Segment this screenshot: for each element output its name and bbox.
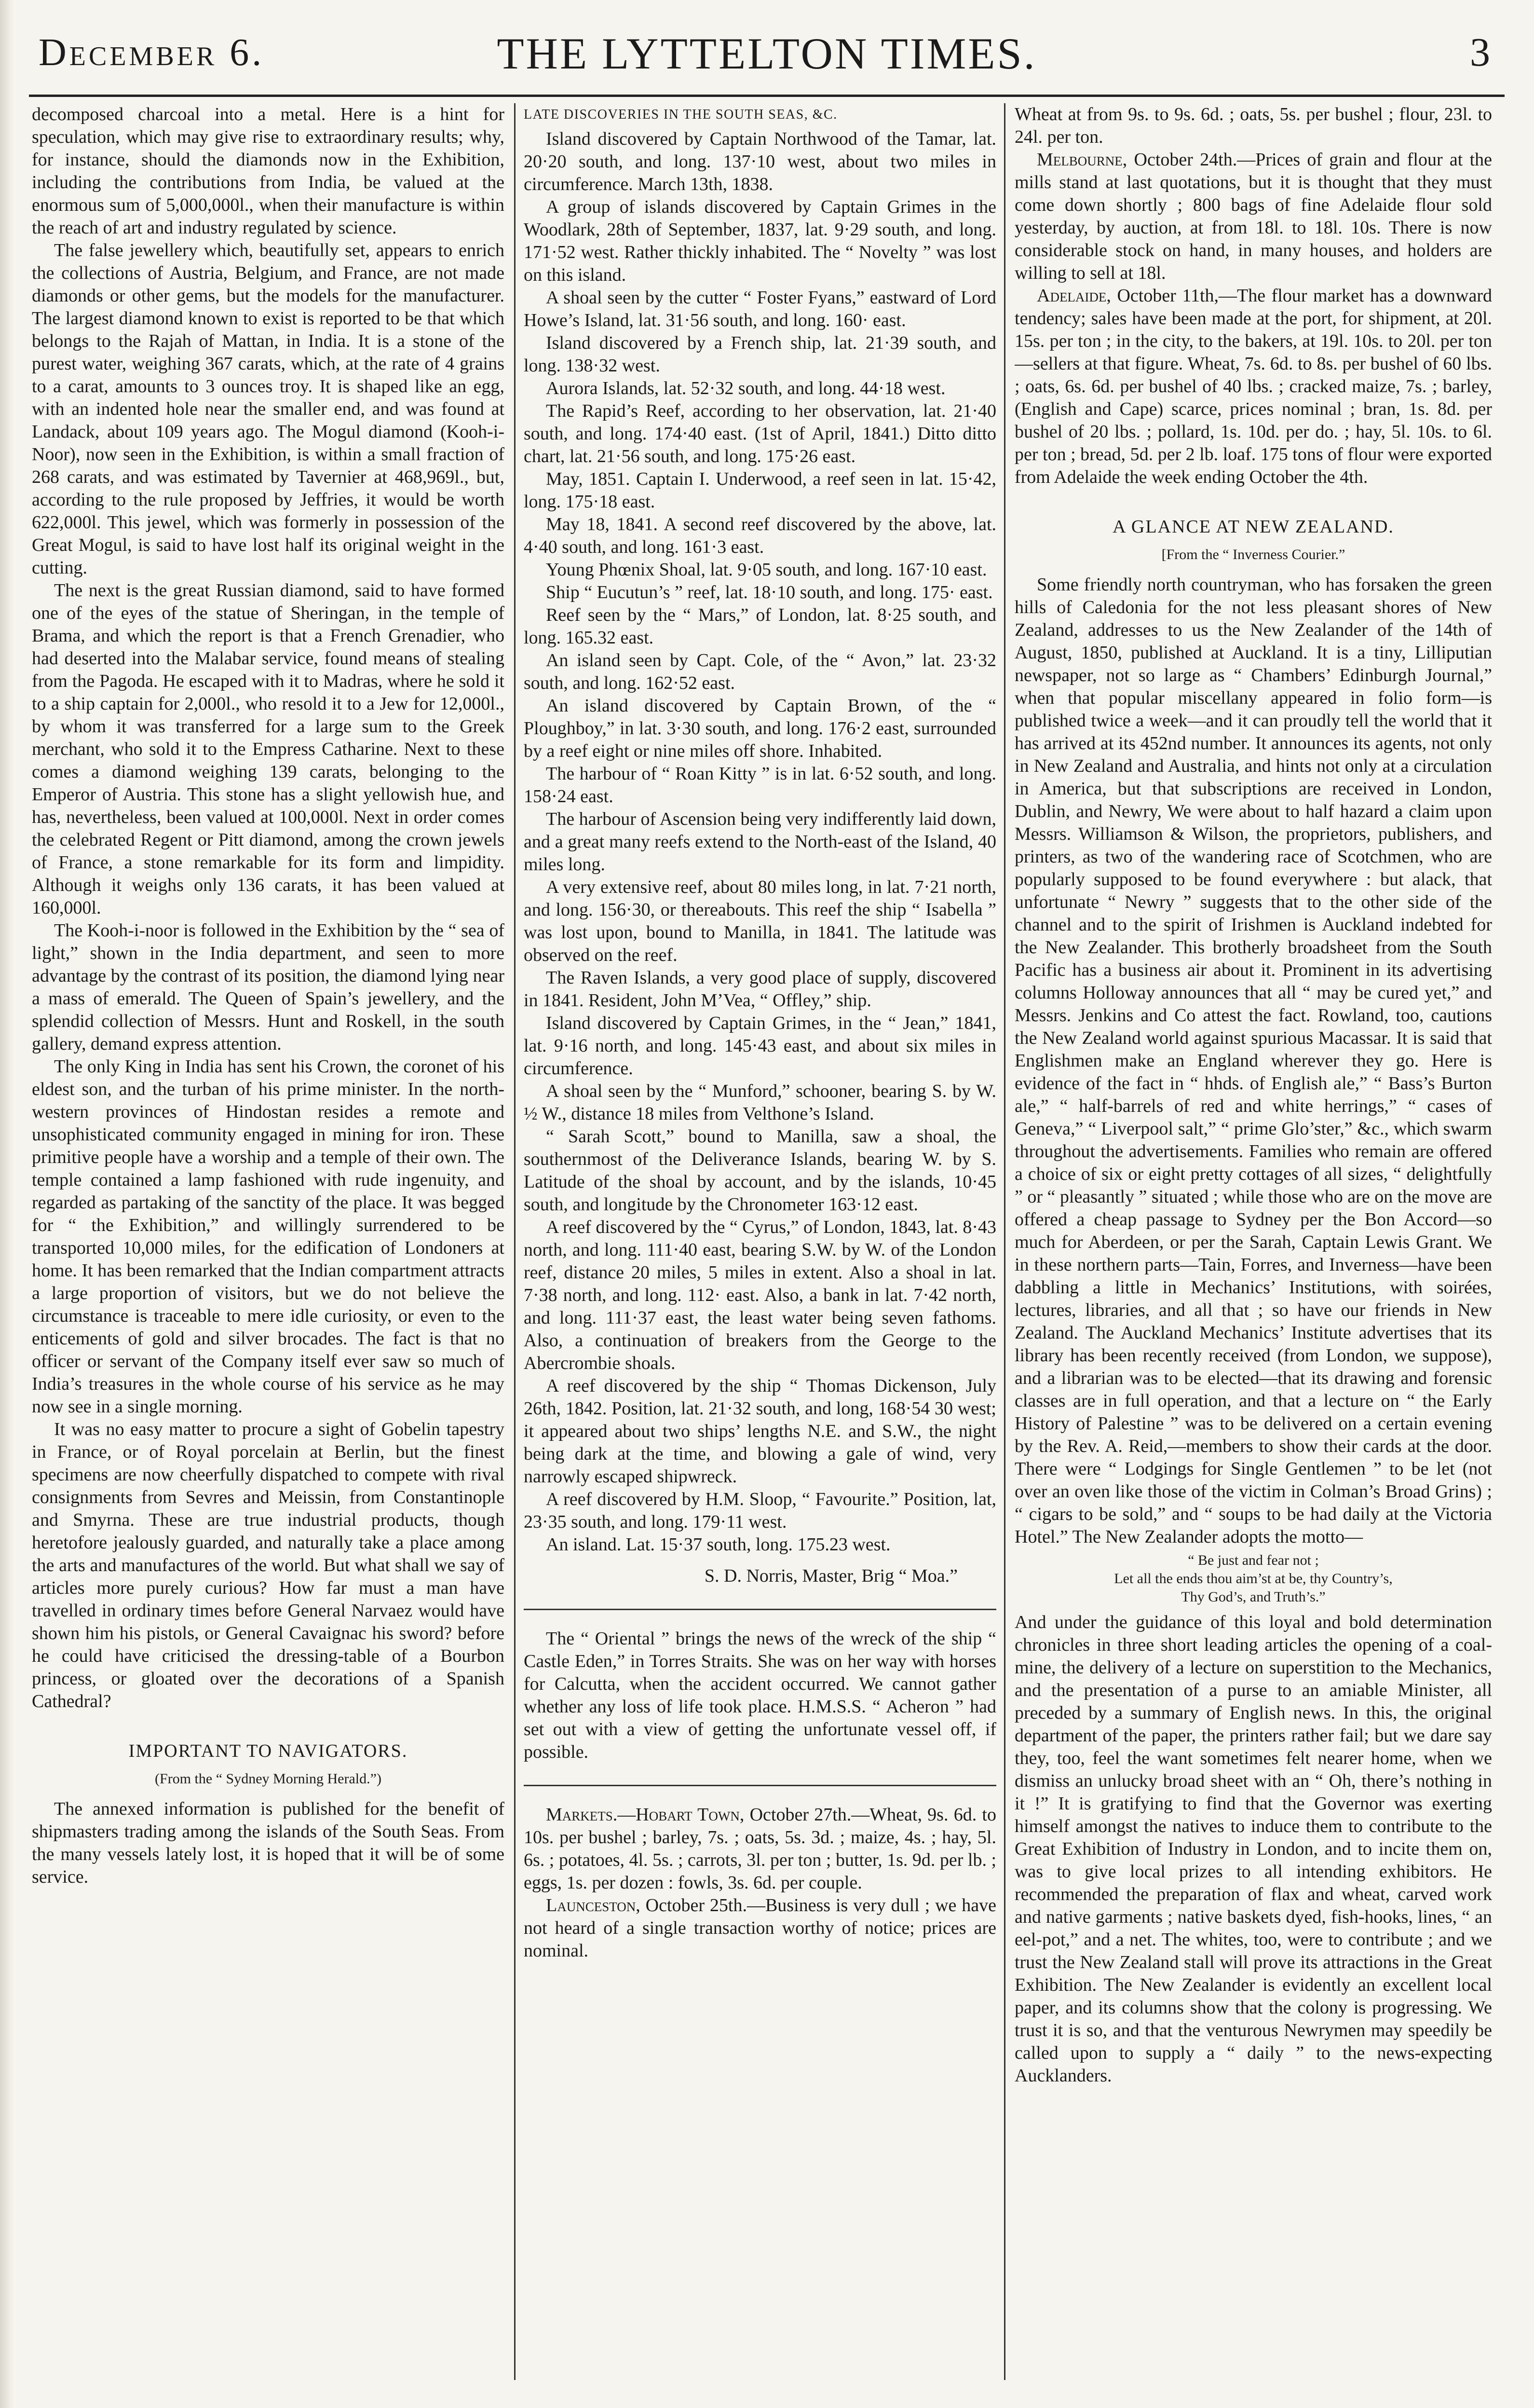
- list-item: May, 1851. Captain I. Underwood, a reef seen in lat. 15·42, long. 175·18 east.: [524, 469, 996, 512]
- list-item: A reef discovered by H.M. Sloop, “ Favourite.” Position, lat, 23·35 south, and long. 179·11 west.: [524, 1489, 996, 1532]
- masthead-rule: [29, 95, 1505, 97]
- list-item: An island discovered by Captain Brown, of the “ Ploughboy,” in lat. 3·30 south, and long. 176·2 east, surrounded by a reef eight or nine miles off shore. Inhabited.: [524, 696, 996, 761]
- list-item: Island discovered by a French ship, lat. 21·39 south, and long. 138·32 west.: [524, 333, 996, 376]
- article-paragraph: The Kooh-i-noor is followed in the Exhibition by the “ sea of light,” shown in the India department, and seen to more advantage by the contrast of its position, the diamond lying near a mass of emerald. The Queen of Spain’s jewellery, and the splendid collection of Messrs. Hunt and Roskell, in the south gallery, demand express attention.: [32, 920, 504, 1054]
- masthead: [29, 24, 1505, 82]
- adelaide-lead: Adelaide,: [1037, 286, 1111, 306]
- column-divider: [514, 103, 516, 2380]
- melbourne-text: October 24th.—Prices of grain and flour at the mills stand at last quotations, but it is thought that they must come down shortly ; 800 bags of fine Adelaide flour sold yesterday, by auction, at from 18l. to 18l. 10s. There is now considerable stock on hand, in many houses, and holders are willing to sell at 18l.: [1015, 150, 1492, 283]
- column-divider: [1004, 103, 1005, 2380]
- list-item: Island discovered by Captain Northwood of the Tamar, lat. 20·20 south, and long. 137·10 west, about two miles in circumference. March 13th, 1838.: [524, 129, 996, 194]
- page-number: 3: [1470, 30, 1490, 75]
- section-heading: A GLANCE AT NEW ZEALAND.: [1113, 517, 1394, 537]
- running-head: LATE DISCOVERIES IN THE SOUTH SEAS, &C.: [524, 107, 838, 122]
- markets-paragraph: Wheat at from 9s. to 9s. 6d. ; oats, 5s. per bushel ; flour, 23l. to 24l. per ton.: [1015, 104, 1492, 147]
- markets-paragraph: [1015, 149, 1492, 285]
- list-item: A reef discovered by the ship “ Thomas Dickenson, July 26th, 1842. Position, lat. 21·32 south, and long, 168·54 30 west; it appeared about two ships’ lengths N.E. and S.W., the night being dark at the time, and blowing a gale of wind, very narrowly escaped shipwreck.: [524, 1376, 996, 1487]
- adelaide-text: October 11th,—The flour market has a downward tendency; sales have been made at the port, for shipment, at 20l. 15s. per ton ; in the city, to the bakers, at 19l. 10s. to 20l. per ton—sellers at that figure. Wheat, 7s. 6d. to 8s. per bushel of 60 lbs. ; oats, 6s. 6d. per bushel of 40 lbs. ; cracked maize, 7s. ; barley, (English and Cape) scarce, prices nominal ; bran, 1s. 8d. per bushel of 20 lbs. ; pollard, 1s. 10d. per do. ; hay, 5l. 10s. to 6l. per ton ; bread, 5d. per 2 lb. loaf. 175 tons of flour were exported from Adelaide the week ending October the 4th.: [1015, 286, 1492, 487]
- section-rule: [524, 1609, 996, 1610]
- list-item: Aurora Islands, lat. 52·32 south, and long. 44·18 west.: [546, 378, 946, 398]
- page-fold-shadow: [0, 0, 14, 2408]
- list-item: Reef seen by the “ Mars,” of London, lat. 8·25 south, and long. 165.32 east.: [524, 605, 996, 648]
- section-heading: IMPORTANT TO NAVIGATORS.: [128, 1741, 408, 1761]
- motto-line: Thy God’s, and Truth’s.”: [1181, 1589, 1326, 1605]
- list-item: The harbour of Ascension being very indifferently laid down, and a great many reefs extend to the North-east of the Island, 40 miles long.: [524, 809, 996, 875]
- masthead-date: December 6.: [39, 31, 265, 74]
- list-item: A shoal seen by the “ Munford,” schooner, bearing S. by W. ½ W., distance 18 miles from Velthone’s Island.: [524, 1081, 996, 1124]
- article-paragraph: The next is the great Russian diamond, said to have formed one of the eyes of the statue of Sheringan, in the temple of Brama, and which the report is that a French Grenadier, who had deserted into the Malabar service, found means of stealing from the Pagoda. He escaped with it to Madras, where he sold it to a ship captain for 2,000l., who resold it to a Jew for 12,000l., by whom it was transferred for a large sum to the Greek merchant, who sold it to the Empress Catharine. Next to these comes a diamond weighing 139 carats, belonging to the Emperor of Austria. This stone has a slight yellowish hue, and has, nevertheless, been valued at 100,000l. Next in order comes the celebrated Regent or Pitt diamond, among the crown jewels of France, a stone remarkable for its form and limpidity. Although it weighs only 136 carats, it has been valued at 160,000l.: [32, 580, 504, 918]
- launceston-lead: Launceston,: [546, 1895, 640, 1915]
- article-paragraph: And under the guidance of this loyal and bold determination chronicles in three short leading articles the opening of a coal-mine, the delivery of a lecture on superstition to the Mechanics, and the presentation of a purse to an amiable Minister, all preceded by a summary of English news. In this, the original department of the paper, the printers rather fail; but we dare say they, too, feel the want sometimes felt nearer home, when we dismiss an unlucky broad sheet with an “ Oh, there’s nothing in it !” It is gratifying to find that the Governor was exerting himself amongst the natives to induce them to contribute to the Great Exhibition of Industry in London, and to incite them on, was to give local prizes to all intending exhibitors. He recommended the preparation of flax and wheat, carved work and native garments ; native baskets dyed, fish-hooks, lines, “ an eel-pot,” and a net. The whites, too, were to contribute ; and we trust the New Zealand stall will prove its attractions in the Great Exhibition. The New Zealander is evidently an excellent local paper, and its columns show that the colony is progressing. We trust it is so, and that the venturous Newrymen may speedily be called upon to supply a “ daily ” to the news-expecting Aucklanders.: [1015, 1612, 1492, 2086]
- list-item: The Raven Islands, a very good place of supply, discovered in 1841. Resident, John M’Vea, “ Offley,” ship.: [524, 968, 996, 1011]
- markets-paragraph: [1015, 285, 1492, 489]
- article-paragraph: The annexed information is published for the benefit of shipmasters trading among the islands of the South Seas. From the many vessels lately lost, it is hoped that it will be of some service.: [32, 1799, 504, 1887]
- markets-hobart-text: October 27th.—Wheat, 9s. 6d. to 10s. per bushel ; barley, 7s. ; oats, 5s. 3d. ; maize, 4s. ; hay, 5l. 6s. ; potatoes, 4l. 5s. ; carrots, 3l. per ton ; butter, 1s. 9d. per lb. ; eggs, 1s. per dozen : fowls, 3s. 6d. per couple.: [524, 1805, 996, 1893]
- column-1: [32, 103, 504, 2380]
- motto-quote: [1015, 1551, 1492, 1606]
- signature: S. D. Norris, Master, Brig “ Moa.”: [704, 1566, 958, 1586]
- launceston-text: October 25th.—Business is very dull ; we have not heard of a single transaction worthy of notice; prices are nominal.: [524, 1895, 996, 1961]
- list-item: May 18, 1841. A second reef discovered by the above, lat. 4·40 south, and long. 161·3 east.: [524, 514, 996, 557]
- list-item: An island. Lat. 15·37 south, long. 175.23 west.: [546, 1534, 891, 1555]
- article-paragraph: It was no easy matter to procure a sight of Gobelin tapestry in France, or of Royal porcelain at Berlin, but the finest specimens are now cheerfully dispatched to compete with rival consignments from Sevres and Meissin, from Constantinople and Smyrna. These are true industrial products, though heretofore jealously guarded, and naturally take a place among the arts and manufactures of the world. But what shall we say of articles more purely curious? How far must a man have travelled in ordinary times before General Narvaez would have shown him his pistols, or General Cavaignac his sword? before he could have criticised the dressing-table of a Bourbon princess, or gloated over the decorations of a Spanish Cathedral?: [32, 1419, 504, 1711]
- article-paragraph: The false jewellery which, beautifully set, appears to enrich the collections of Austria, Belgium, and France, are not made diamonds or other gems, but the models for the manufacturer. The largest diamond known to exist is reported to be that which belongs to the Rajah of Mattan, in India. It is a stone of the purest water, weighing 367 carats, which, at the rate of 4 grains to a carat, amounts to 3 ounces troy. It is shaped like an egg, with an indented hole near the smaller end, and was found at Landack, about 109 years ago. The Mogul diamond (Kooh-i-Noor), now seen in the Exhibition, is within a small fraction of 268 carats, and was estimated by Tavernier at 468,969l., but, according to the rule proposed by Jeffries, it would be worth 622,000l. This jewel, which was formerly in possession of the Great Mogul, is said to have lost half its original weight in the cutting.: [32, 240, 504, 578]
- article-paragraph: The “ Oriental ” brings the news of the wreck of the ship “ Castle Eden,” in Torres Straits. She was on her way with horses for Calcutta, when the accident occurred. We cannot gather whether any loss of life took place. H.M.S.S. “ Acheron ” had set out with a view of getting the unfortunate vessel off, if possible.: [524, 1628, 996, 1762]
- melbourne-lead: Melbourne,: [1037, 150, 1127, 170]
- list-item: An island seen by Capt. Cole, of the “ Avon,” lat. 23·32 south, and long. 162·52 east.: [524, 650, 996, 693]
- source-credit: (From the “ Sydney Morning Herald.”): [155, 1771, 381, 1787]
- masthead-title: THE LYTTELTON TIMES.: [497, 29, 1037, 78]
- list-item: Ship “ Eucutun’s ” reef, lat. 18·10 south, and long. 175· east.: [546, 582, 993, 602]
- markets-lead: Markets.—Hobart Town,: [546, 1805, 745, 1825]
- column-3: [1015, 103, 1492, 2380]
- column-2: [524, 103, 996, 2380]
- article-paragraph: Some friendly north countryman, who has forsaken the green hills of Caledonia for the not less pleasant shores of New Zealand, addresses to us the New Zealander of the 14th of August, 1850, published at Auckland. It is a tiny, Lilliputian newspaper, not so large as “ Chambers’ Edinburgh Journal,” when that popular miscellany appeared in folio form—is published twice a week—and it can proudly tell the world that it has arrived at its 452nd number. It announces its agents, not only in New Zealand and Australia, and hints not only at a circulation in America, but that subscriptions are received in London, Dublin, and Newry, We were about to half hazard a claim upon Messrs. Williamson & Wilson, the proprietors, publishers, and printers, as two of the wandering race of Scotchmen, who are popularly supposed to be found everywhere : but alack, that unfortunate “ Newry ” suggests that to the other side of the channel and to the spirit of Irishmen is Auckland indebted for the New Zealander. This brotherly broadsheet from the South Pacific has a business air about it. Prominent in its advertising columns Holloway announces that all “ may be cured yet,” and Messrs. Jenkins and Co attest the fact. Rowland, too, cautions the New Zealand world against spurious Macassar. It is said that Englishmen make an England wherever they go. Here is evidence of the fact in “ hhds. of English ale,” “ Bass’s Burton ale,” “ half-barrels of red and white herrings,” “ cases of Geneva,” “ Liverpool salt,” “ prime Glo’ster,” &c., which swarm throughout the advertisements. Families who remain are offered a choice of six or eight pretty cottages of all sizes, “ delightfully ” or “ pleasantly ” situated ; while those who are on the move are offered a cheap passage to Sydney per the Bon Accord—so much for Aberdeen, or per the Sarah, Captain Lewis Grant. We in these northern parts—Tain, Forres, and Inverness—have been dabbling a little in Mechanics’ Institutions, with soirées, lectures, libraries, and all that ; so have our friends in New Zealand. The Auckland Mechanics’ Institute advertises that its library has been recently received (from London, we suppose), and a librarian was to be elected—that its drawing and forensic classes are in full operation, and that a lecture on “ the Early History of Palestine ” was to be delivered on a certain evening by the Rev. A. Reid,—members to show their cards at the door. There were “ Lodgings for Single Gentlemen ” to be let (not over an oven like those of the victim in Colman’s Broad Grins) ; “ cigars to be sold,” and “ soups to be had daily at the Victoria Hotel.” The New Zealander adopts the motto—: [1015, 575, 1492, 1547]
- list-item: The harbour of “ Roan Kitty ” is in lat. 6·52 south, and long. 158·24 east.: [524, 764, 996, 807]
- list-item: A shoal seen by the cutter “ Foster Fyans,” eastward of Lord Howe’s Island, lat. 31·56 south, and long. 160· east.: [524, 287, 996, 330]
- article-paragraph: The only King in India has sent his Crown, the coronet of his eldest son, and the turban of his prime minister. In the north-western provinces of Hindostan resides a remote and unsophisticated community engaged in mining for iron. These primitive people have a worship and a temple of their own. The temple contained a lamp fashioned with rude ingenuity, and regarded as partaking of the sanctity of the place. It was begged for “ the Exhibition,” and willingly surrendered to be transported 10,000 miles, for the edification of Londoners at home. It has been remarked that the Indian compartment attracts a large proportion of visitors, but we do not believe the circumstance is traceable to mere idle curiosity, or even to the enticements of gold and silver brocades. The fact is that no officer or servant of the Company itself ever saw so much of India’s treasures in the whole course of his service as he may now see in a single morning.: [32, 1056, 504, 1417]
- motto-line: “ Be just and fear not ;: [1188, 1552, 1319, 1568]
- list-item: “ Sarah Scott,” bound to Manilla, saw a shoal, the southernmost of the Deliverance Islands, bearing W. by S. Latitude of the shoal by account, and by the islands, 10·45 south, and longitude by the Chronometer 163·12 east.: [524, 1126, 996, 1215]
- motto-line: Let all the ends thou aim’st at be, thy Country’s,: [1114, 1571, 1393, 1587]
- section-rule: [524, 1785, 996, 1786]
- list-item: Young Phœnix Shoal, lat. 9·05 south, and long. 167·10 east.: [546, 560, 987, 580]
- source-credit: [From the “ Inverness Courier.”: [1161, 547, 1345, 562]
- list-item: Island discovered by Captain Grimes, in the “ Jean,” 1841, lat. 9·16 north, and long. 145·43 east, and about six miles in circumference.: [524, 1013, 996, 1079]
- article-paragraph: decomposed charcoal into a metal. Here is a hint for speculation, which may give rise to extraordinary results; why, for instance, should the diamonds now in the Exhibition, including the contributions from India, be valued at the enormous sum of 5,000,000l., when their manufacture is within the reach of art and industry regulated by science.: [32, 104, 504, 238]
- list-item: A group of islands discovered by Captain Grimes in the Woodlark, 28th of September, 1837, lat. 9·29 south, and long. 171·52 west. Rather thickly inhabited. The “ Novelty ” was lost on this island.: [524, 197, 996, 285]
- list-item: A very extensive reef, about 80 miles long, in lat. 7·21 north, and long. 156·30, or thereabouts. This reef the ship “ Isabella ” was lost upon, bound to Manilla, in 1841. The latitude was observed on the reef.: [524, 877, 996, 965]
- markets-paragraph: [524, 1804, 996, 1894]
- list-item: A reef discovered by the “ Cyrus,” of London, 1843, lat. 8·43 north, and long. 111·40 east, bearing S.W. by W. of the London reef, distance 20 miles, 5 miles in extent. Also a shoal in lat. 7·38 north, and long. 112· east. Also, a bank in lat. 7·42 north, and long. 111·37 east, the least water being seven fathoms. Also, a continuation of breakers from the George to the Abercrombie shoals.: [524, 1217, 996, 1373]
- markets-paragraph: [524, 1894, 996, 1962]
- list-item: The Rapid’s Reef, according to her observation, lat. 21·40 south, and long. 174·40 east. (1st of April, 1841.) Ditto ditto chart, lat. 21·56 south, and long. 175·26 east.: [524, 401, 996, 466]
